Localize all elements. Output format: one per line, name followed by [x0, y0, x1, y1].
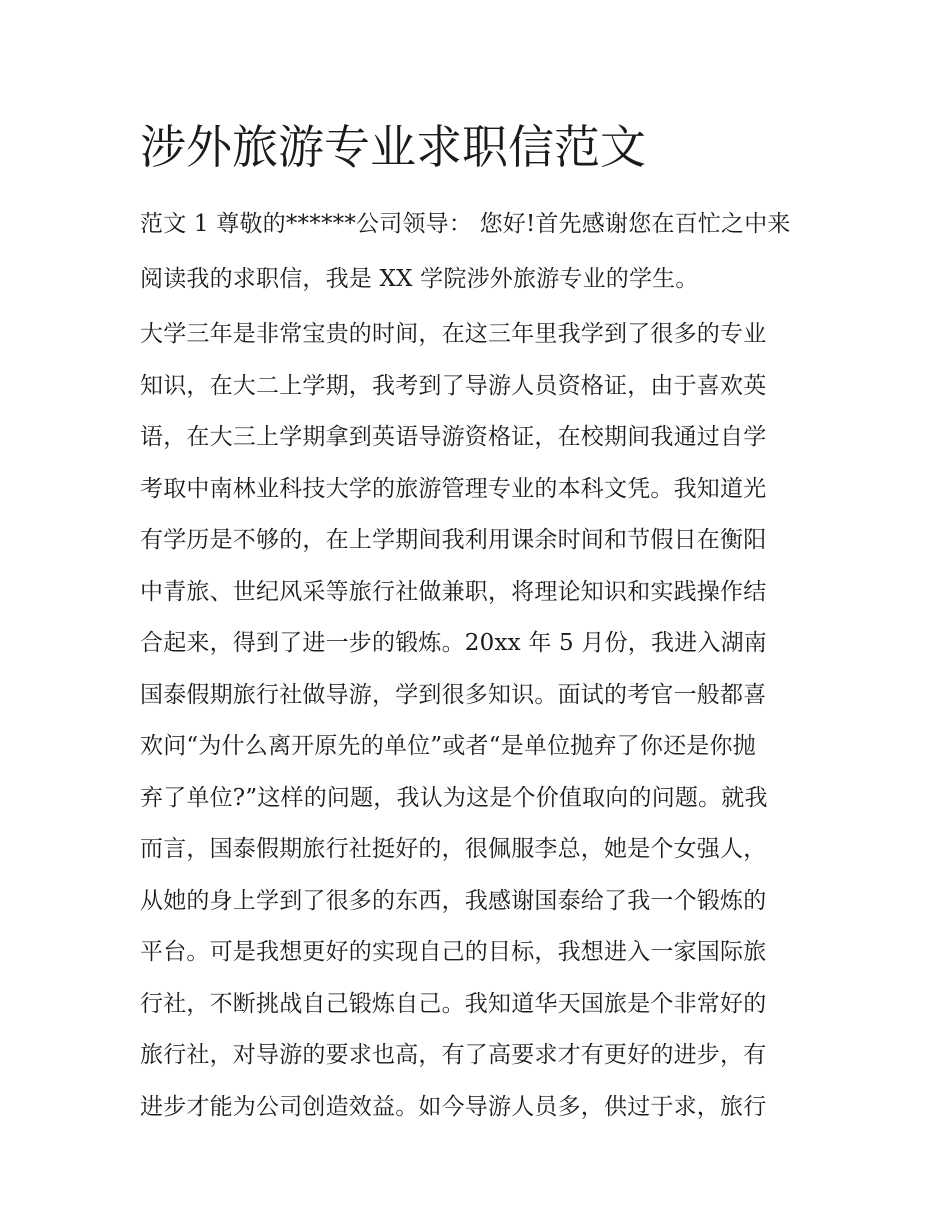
body-line: 弃了单位?”这样的问题，我认为这是个价值取向的问题。就我	[140, 784, 768, 811]
body-line: 阅读我的求职信，我是 XX 学院涉外旅游专业的学生。	[140, 266, 699, 292]
body-line: 知识，在大二上学期，我考到了导游人员资格证，由于喜欢英	[140, 372, 767, 399]
document-body	[140, 202, 820, 1136]
body-line: 欢问“为什么离开原先的单位”或者“是单位抛弃了你还是你抛	[140, 733, 756, 759]
body-line: 进步才能为公司创造效益。如今导游人员多，供过于求，旅行	[140, 1093, 767, 1120]
body-line: 而言，国泰假期旅行社挺好的，很佩服李总，她是个女强人，	[140, 836, 767, 862]
body-line: 国泰假期旅行社做导游，学到很多知识。面试的考官一般都喜	[140, 681, 767, 708]
body-line: 范文 1 尊敬的******公司领导： 您好!首先感谢您在百忙之中来	[140, 211, 791, 237]
body-line: 考取中南林业科技大学的旅游管理专业的本科文凭。我知道光	[140, 475, 767, 502]
body-line: 合起来，得到了进一步的锻炼。20xx 年 5 月份，我进入湖南	[140, 630, 767, 656]
body-line: 中青旅、世纪风采等旅行社做兼职，将理论知识和实践操作结	[140, 578, 767, 605]
body-line: 旅行社，对导游的要求也高，有了高要求才有更好的进步，有	[140, 1042, 767, 1068]
body-line: 语，在大三上学期拿到英语导游资格证，在校期间我通过自学	[140, 424, 767, 450]
body-line: 有学历是不够的，在上学期间我利用课余时间和节假日在衡阳	[140, 527, 767, 553]
body-line: 平台。可是我想更好的实现自己的目标，我想进入一家国际旅	[140, 939, 767, 965]
body-line: 大学三年是非常宝贵的时间，在这三年里我学到了很多的专业	[140, 321, 767, 347]
body-line: 从她的身上学到了很多的东西，我感谢国泰给了我一个锻炼的	[140, 887, 767, 914]
document-title: 涉外旅游专业求职信范文	[140, 120, 646, 174]
body-line: 行社，不断挑战自己锻炼自己。我知道华天国旅是个非常好的	[140, 990, 767, 1017]
